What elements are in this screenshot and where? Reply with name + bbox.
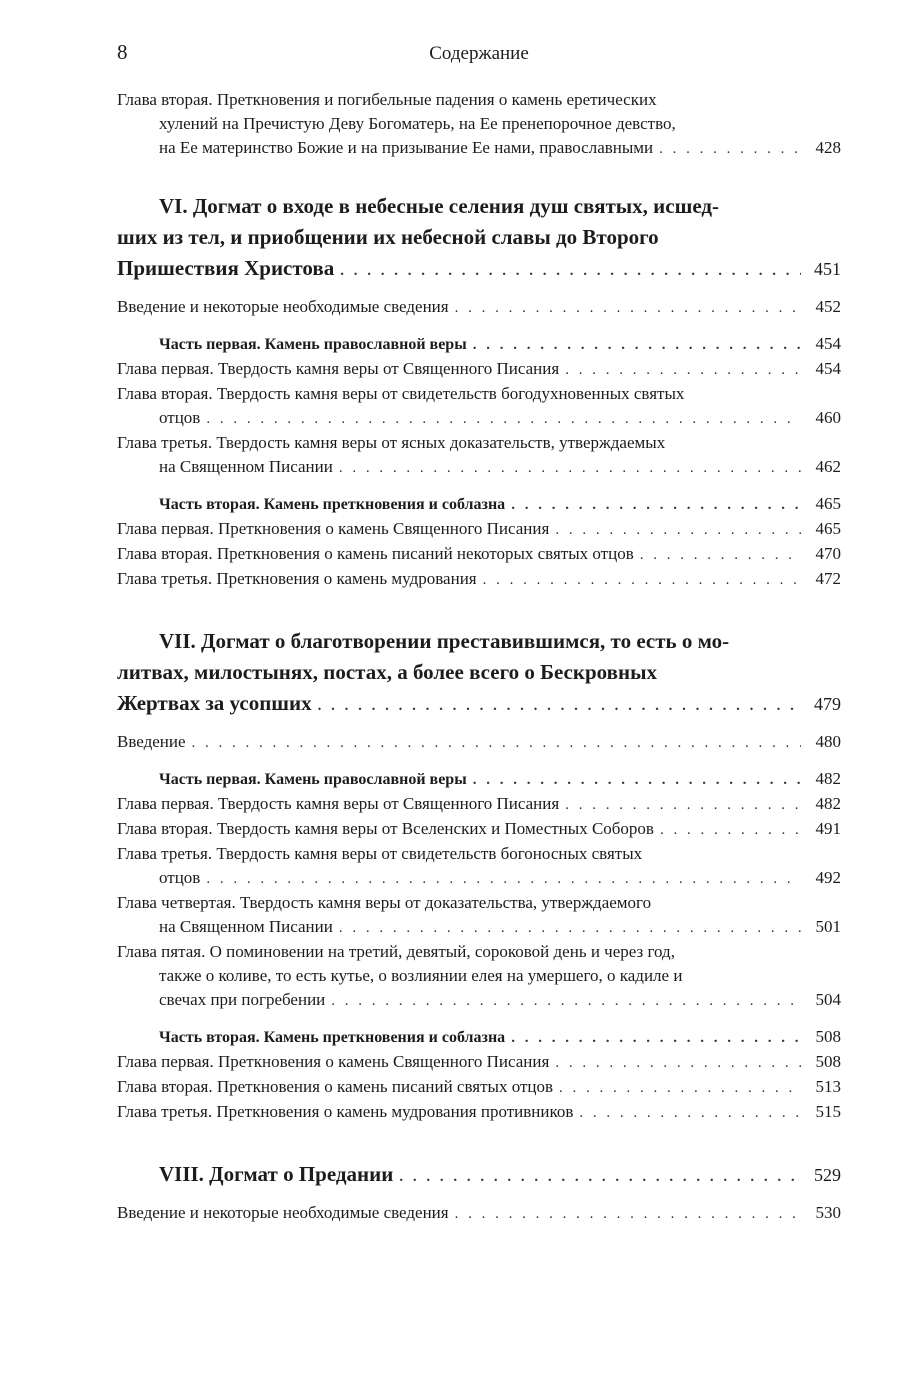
toc-line-text: VIII. Догмат о Предании <box>159 1162 394 1186</box>
toc-part-heading <box>117 332 841 357</box>
toc-line <box>117 1100 841 1125</box>
toc-page-number: 454 <box>815 359 841 378</box>
toc-line-text: свечах при погребении <box>159 990 326 1009</box>
dot-leader <box>340 256 801 287</box>
toc-line-text: Глава вторая. Твердость камня веры от свидетельств богодухновенных святых <box>117 384 685 403</box>
toc-chapter <box>117 88 841 161</box>
toc-page-number: 515 <box>815 1102 841 1121</box>
toc-chapter <box>117 567 841 592</box>
dot-leader <box>555 518 801 542</box>
dot-leader <box>455 1202 801 1226</box>
dot-leader <box>660 818 801 842</box>
dot-leader <box>640 543 801 567</box>
dot-leader <box>192 731 801 755</box>
toc-line <box>117 730 841 755</box>
toc-chapter <box>117 542 841 567</box>
toc-line <box>117 88 841 112</box>
toc-page-number: 530 <box>815 1203 841 1222</box>
toc-line-text: на Священном Писании <box>159 457 333 476</box>
toc-line <box>117 866 841 891</box>
toc-line <box>117 136 841 161</box>
toc-page-number: 465 <box>815 519 841 538</box>
dot-leader <box>318 691 801 722</box>
toc-line-text: Часть первая. Камень православной веры <box>159 771 467 788</box>
toc-line-text: Введение и некоторые необходимые сведения <box>117 297 449 316</box>
toc-line <box>117 567 841 592</box>
toc-line <box>117 964 841 988</box>
toc-chapter <box>117 1100 841 1125</box>
dot-leader <box>339 916 801 940</box>
toc-line <box>117 112 841 136</box>
dot-leader <box>206 867 801 891</box>
toc-line <box>117 253 841 287</box>
toc-line <box>117 295 841 320</box>
toc-page-number: 504 <box>815 990 841 1009</box>
toc-line-text: также о коливе, то есть кутье, о возлиянии елея на умершего, о кадиле и <box>159 966 683 985</box>
toc-line <box>117 1201 841 1226</box>
toc-line <box>117 817 841 842</box>
toc-page-number: 472 <box>815 569 841 588</box>
toc-chapter <box>117 431 841 480</box>
dot-leader <box>559 1076 801 1100</box>
toc-line-text: VI. Догмат о входе в небесные селения душ святых, исшед- <box>159 194 719 218</box>
toc-chapter <box>117 1075 841 1100</box>
dot-leader <box>511 1026 801 1050</box>
toc-page-number: 529 <box>814 1165 841 1185</box>
toc-line <box>117 915 841 940</box>
toc-chapter <box>117 817 841 842</box>
toc-line-text: Часть вторая. Камень преткновения и соблазна <box>159 1029 506 1046</box>
toc-line <box>159 332 841 357</box>
toc-page-number: 508 <box>815 1052 841 1071</box>
toc-page-number: 451 <box>814 259 841 279</box>
toc-chapter <box>117 792 841 817</box>
toc-line-text: Глава первая. Твердость камня веры от Священного Писания <box>117 359 560 378</box>
dot-leader <box>206 407 801 431</box>
page-number: 8 <box>117 40 128 64</box>
toc-line <box>117 455 841 480</box>
toc-part-heading <box>117 492 841 517</box>
dot-leader <box>565 793 801 817</box>
toc-line-text: Глава первая. Твердость камня веры от Священного Писания <box>117 794 560 813</box>
toc-line-text: на Ее материнство Божие и на призывание Ее нами, православными <box>159 138 654 157</box>
toc-chapter <box>117 940 841 1013</box>
toc-line-text: Глава вторая. Преткновения о камень писаний некоторых святых отцов <box>117 544 634 563</box>
toc-line-text: VII. Догмат о благотворении преставившимся, то есть о мо- <box>159 629 730 653</box>
toc-line-text: Глава третья. Преткновения о камень мудрования <box>117 569 477 588</box>
toc-page-number: 482 <box>815 794 841 813</box>
toc-line-text: Жертвах за усопших <box>117 691 312 715</box>
toc-line <box>117 542 841 567</box>
toc-line <box>159 1025 841 1050</box>
toc-line <box>117 626 841 657</box>
dot-leader <box>555 1051 801 1075</box>
dot-leader <box>339 456 801 480</box>
toc-intro <box>117 730 841 755</box>
toc-page-number: 482 <box>815 769 841 788</box>
dot-leader <box>483 568 801 592</box>
toc-line-text: Глава третья. Твердость камня веры от ясных доказательств, утверждаемых <box>117 433 666 452</box>
toc-line-text: Часть первая. Камень православной веры <box>159 336 467 353</box>
toc-line-text: на Священном Писании <box>159 917 333 936</box>
toc-page-number: 470 <box>815 544 841 563</box>
toc-page-number: 479 <box>814 694 841 714</box>
toc-intro <box>117 1201 841 1226</box>
toc-line <box>159 492 841 517</box>
toc-line-text: Глава первая. Преткновения о камень Священного Писания <box>117 519 550 538</box>
toc-chapter <box>117 357 841 382</box>
toc-section-heading <box>117 626 841 722</box>
toc-page-number: 428 <box>815 138 841 157</box>
toc-line <box>117 792 841 817</box>
toc-line <box>117 1159 841 1193</box>
toc-line <box>117 406 841 431</box>
toc-page-number: 501 <box>815 917 841 936</box>
toc-line <box>117 191 841 222</box>
toc-line-text: литвах, милостынях, постах, а более всего о Бескровных <box>117 660 657 684</box>
toc-chapter <box>117 891 841 940</box>
dot-leader <box>331 989 801 1013</box>
dot-leader <box>399 1162 801 1193</box>
toc-line <box>117 382 841 406</box>
toc-page-number: 513 <box>815 1077 841 1096</box>
toc-line <box>117 842 841 866</box>
dot-leader <box>473 333 801 357</box>
toc-line-text: Глава третья. Твердость камня веры от свидетельств богоносных святых <box>117 844 643 863</box>
toc-line <box>117 1050 841 1075</box>
dot-leader <box>659 137 801 161</box>
toc-page-number: 492 <box>815 868 841 887</box>
toc-page-number: 460 <box>815 408 841 427</box>
dot-leader <box>511 493 801 517</box>
toc-chapter <box>117 382 841 431</box>
toc-line-text: Глава первая. Преткновения о камень Священного Писания <box>117 1052 550 1071</box>
toc-page-number: 454 <box>815 334 841 353</box>
toc-line-text: Глава вторая. Преткновения и погибельные падения о камень еретических <box>117 90 657 109</box>
toc-line-text: Глава четвертая. Твердость камня веры от доказательства, утверждаемого <box>117 893 652 912</box>
toc-line-text: отцов <box>159 868 201 887</box>
toc-part-heading <box>117 1025 841 1050</box>
page-header <box>117 40 841 72</box>
toc-line-text: Часть вторая. Камень преткновения и соблазна <box>159 496 506 513</box>
toc-line-text: Глава третья. Преткновения о камень мудрования противников <box>117 1102 574 1121</box>
toc-line <box>117 688 841 722</box>
toc-line-text: Глава вторая. Преткновения о камень писаний святых отцов <box>117 1077 554 1096</box>
toc-line <box>117 988 841 1013</box>
toc-page-number: 480 <box>815 732 841 751</box>
toc-line <box>159 767 841 792</box>
toc-line-text: Глава пятая. О поминовении на третий, девятый, сороковой день и через год, <box>117 942 675 961</box>
toc-line <box>117 222 841 253</box>
toc-line <box>117 891 841 915</box>
toc-line-text: ших из тел, и приобщении их небесной славы до Второго <box>117 225 659 249</box>
toc-line <box>117 357 841 382</box>
toc-line <box>117 657 841 688</box>
toc-page-number: 452 <box>815 297 841 316</box>
dot-leader <box>565 358 801 382</box>
dot-leader <box>455 296 801 320</box>
toc-section-heading <box>117 1159 841 1193</box>
running-title: Содержание <box>429 43 529 64</box>
toc-line <box>117 431 841 455</box>
toc-page-number: 462 <box>815 457 841 476</box>
toc-line-text: отцов <box>159 408 201 427</box>
toc-line <box>117 940 841 964</box>
toc-line-text: Пришествия Христова <box>117 256 335 280</box>
toc-line <box>117 1075 841 1100</box>
toc-page-number: 491 <box>815 819 841 838</box>
toc-section-heading <box>117 191 841 287</box>
toc-chapter <box>117 842 841 891</box>
table-of-contents <box>117 88 841 1226</box>
toc-part-heading <box>117 767 841 792</box>
toc-line <box>117 517 841 542</box>
toc-line-text: Глава вторая. Твердость камня веры от Вселенских и Поместных Соборов <box>117 819 654 838</box>
dot-leader <box>579 1101 801 1125</box>
toc-chapter <box>117 1050 841 1075</box>
toc-page-number: 465 <box>815 494 841 513</box>
dot-leader <box>473 768 801 792</box>
toc-line-text: Введение <box>117 732 186 751</box>
toc-chapter <box>117 517 841 542</box>
toc-line-text: Введение и некоторые необходимые сведения <box>117 1203 449 1222</box>
toc-intro <box>117 295 841 320</box>
toc-page-number: 508 <box>815 1027 841 1046</box>
toc-line-text: хулений на Пречистую Деву Богоматерь, на Ее пренепорочное девство, <box>159 114 676 133</box>
